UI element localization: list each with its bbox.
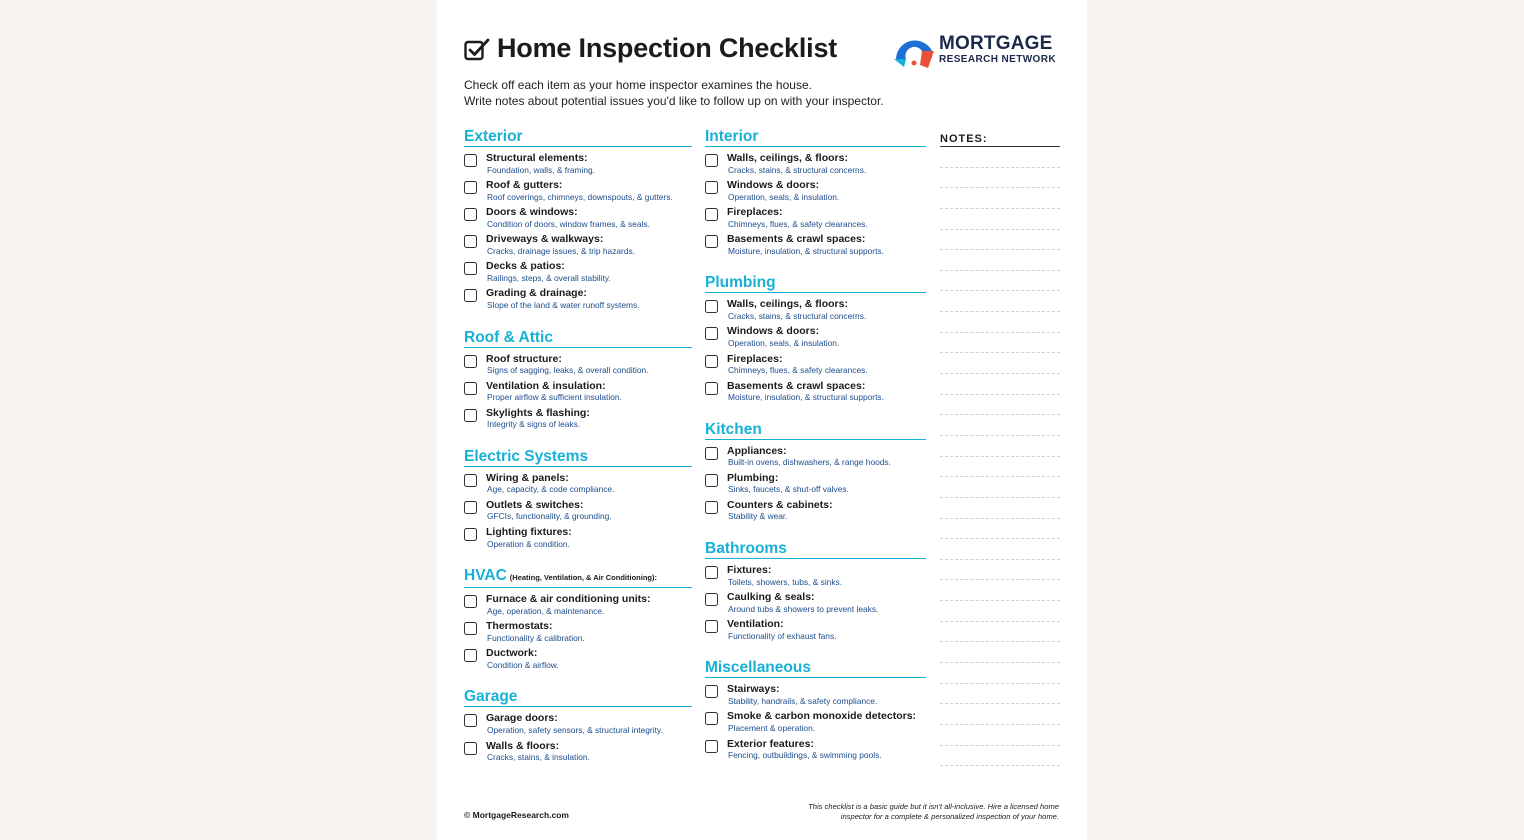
item-name: Ventilation: bbox=[727, 618, 784, 631]
item-description: Condition of doors, window frames, & seals. bbox=[487, 218, 650, 229]
intro-line-1: Check off each item as your home inspector examines the house. bbox=[464, 78, 812, 92]
checkbox[interactable] bbox=[464, 501, 477, 514]
item-description: Operation & condition. bbox=[487, 538, 570, 549]
item-name: Walls, ceilings, & floors: bbox=[727, 152, 848, 164]
item-name: Driveways & walkways: bbox=[486, 233, 604, 246]
item-name: Walls & floors: bbox=[486, 739, 560, 752]
checkbox[interactable] bbox=[705, 382, 718, 395]
item-name: Lighting fixtures: bbox=[486, 526, 572, 539]
checkbox[interactable] bbox=[464, 289, 477, 302]
section-title bbox=[705, 540, 926, 559]
item-description: Moisture, insulation, & structural supports. bbox=[728, 245, 884, 256]
checkbox[interactable] bbox=[464, 649, 477, 662]
checkbox[interactable] bbox=[464, 409, 477, 422]
item-name: Skylights & flashing: bbox=[486, 406, 590, 419]
item-name: Wiring & panels: bbox=[486, 471, 569, 484]
item-description: Cracks, drainage issues, & trip hazards. bbox=[487, 245, 636, 256]
section-title-text: Exterior bbox=[464, 128, 523, 145]
section-electric-systems bbox=[464, 448, 692, 554]
checklist-item bbox=[705, 500, 926, 527]
checkbox[interactable] bbox=[705, 208, 718, 221]
section-kitchen bbox=[705, 421, 926, 527]
item-description: Moisture, insulation, & structural supports. bbox=[728, 392, 884, 403]
logo-mark-icon bbox=[892, 29, 936, 69]
item-description: GFCIs, functionality, & grounding. bbox=[487, 511, 612, 522]
item-name: Windows & doors: bbox=[727, 179, 820, 192]
note-line[interactable] bbox=[940, 374, 1060, 395]
note-line[interactable] bbox=[940, 353, 1060, 374]
item-name: Roof & gutters: bbox=[486, 179, 563, 192]
section-title-text: Kitchen bbox=[705, 420, 762, 438]
checklist-item bbox=[705, 153, 926, 180]
checklist-item bbox=[464, 153, 692, 180]
item-description: Slope of the land & water runoff systems. bbox=[487, 299, 640, 310]
note-line[interactable] bbox=[940, 250, 1060, 271]
note-line[interactable] bbox=[940, 725, 1060, 746]
section-plumbing bbox=[705, 274, 926, 407]
note-line[interactable] bbox=[940, 457, 1060, 478]
section-subtitle: (Heating, Ventilation, & Air Conditioning): bbox=[509, 573, 657, 583]
item-description: Operation, seals, & insulation. bbox=[728, 191, 840, 202]
note-line[interactable] bbox=[940, 642, 1060, 663]
intro-line-2: Write notes about potential issues you'd like to follow up on with your inspector. bbox=[464, 94, 884, 108]
checkbox[interactable] bbox=[705, 501, 718, 514]
checkbox[interactable] bbox=[464, 235, 477, 248]
item-name: Stairways: bbox=[727, 683, 780, 696]
item-description: Built-in ovens, dishwashers, & range hoods. bbox=[728, 457, 891, 468]
checklist-item bbox=[464, 741, 692, 768]
section-title bbox=[705, 421, 926, 440]
section-title-text: Miscellaneous bbox=[705, 659, 811, 677]
section-title bbox=[464, 688, 692, 707]
item-description: Signs of sagging, leaks, & overall condition. bbox=[487, 365, 649, 376]
note-line[interactable] bbox=[940, 333, 1060, 354]
note-line[interactable] bbox=[940, 519, 1060, 540]
footer-disclaimer bbox=[759, 802, 1059, 822]
section-title-text: HVAC bbox=[464, 567, 507, 585]
checkbox[interactable] bbox=[705, 154, 718, 167]
checklist-item bbox=[464, 261, 692, 288]
checkbox[interactable] bbox=[464, 382, 477, 395]
checkbox[interactable] bbox=[464, 181, 477, 194]
checkbox[interactable] bbox=[705, 685, 718, 698]
checkbox[interactable] bbox=[705, 593, 718, 606]
note-line[interactable] bbox=[940, 746, 1060, 767]
checklist-item bbox=[705, 207, 926, 234]
item-description: Condition & airflow. bbox=[487, 659, 559, 670]
checkbox[interactable] bbox=[705, 620, 718, 633]
item-name: Windows & doors: bbox=[727, 325, 820, 338]
logo-subtitle: RESEARCH NETWORK bbox=[939, 53, 1056, 65]
item-name: Counters & cabinets: bbox=[727, 498, 833, 511]
checkbox[interactable] bbox=[705, 447, 718, 460]
checklist-item bbox=[464, 473, 692, 500]
checkbox[interactable] bbox=[464, 355, 477, 368]
checklist-item bbox=[705, 592, 926, 619]
item-description: Functionality of exhaust fans. bbox=[728, 630, 837, 641]
note-line[interactable] bbox=[940, 684, 1060, 705]
checkbox[interactable] bbox=[464, 595, 477, 608]
footer-copyright: © MortgageResearch.com bbox=[464, 810, 569, 820]
item-description: Stability, handrails, & safety compliance. bbox=[728, 695, 878, 706]
notes-area bbox=[940, 133, 1060, 766]
item-name: Grading & drainage: bbox=[486, 287, 587, 300]
checklist-item bbox=[464, 408, 692, 435]
checkbox[interactable] bbox=[705, 181, 718, 194]
item-name: Fireplaces: bbox=[727, 352, 783, 365]
checklist-item bbox=[705, 326, 926, 353]
note-line[interactable] bbox=[940, 230, 1060, 251]
item-description: Operation, seals, & insulation. bbox=[728, 337, 840, 348]
item-name: Doors & windows: bbox=[486, 206, 578, 219]
checklist-item bbox=[705, 381, 926, 408]
note-line[interactable] bbox=[940, 580, 1060, 601]
section-exterior bbox=[464, 128, 692, 316]
checklist-item bbox=[705, 739, 926, 766]
note-line[interactable] bbox=[940, 291, 1060, 312]
section-miscellaneous bbox=[705, 659, 926, 765]
disclaimer-line-2: inspector for a complete & personalized inspection of your home. bbox=[840, 812, 1059, 821]
note-line[interactable] bbox=[940, 477, 1060, 498]
item-name: Garage doors: bbox=[486, 712, 558, 725]
item-name: Plumbing: bbox=[727, 471, 779, 484]
section-title-text: Roof & Attic bbox=[464, 328, 553, 346]
checklist-item bbox=[705, 619, 926, 646]
note-line[interactable] bbox=[940, 539, 1060, 560]
item-name: Caulking & seals: bbox=[727, 591, 815, 604]
item-name: Furnace & air conditioning units: bbox=[486, 593, 651, 606]
section-roof-attic bbox=[464, 329, 692, 435]
page-title: Home Inspection Checklist bbox=[497, 33, 838, 63]
checklist-item bbox=[464, 527, 692, 554]
note-line[interactable] bbox=[940, 415, 1060, 436]
checklist-item bbox=[464, 648, 692, 675]
checklist-item bbox=[464, 207, 692, 234]
checklist-column-middle bbox=[705, 128, 926, 779]
note-line[interactable] bbox=[940, 704, 1060, 725]
item-description: Cracks, stains, & insulation. bbox=[487, 752, 590, 762]
note-line[interactable] bbox=[940, 395, 1060, 416]
note-line[interactable] bbox=[940, 498, 1060, 519]
item-description: Age, operation, & maintenance. bbox=[487, 605, 605, 616]
checklist-item bbox=[464, 500, 692, 527]
checklist-item bbox=[464, 180, 692, 207]
section-title-text: Garage bbox=[464, 688, 518, 706]
note-line[interactable] bbox=[940, 209, 1060, 230]
section-interior bbox=[705, 128, 926, 261]
section-bathrooms bbox=[705, 540, 926, 646]
section-title bbox=[464, 329, 692, 348]
item-name: Ductwork: bbox=[486, 647, 538, 660]
mortgage-research-network-logo bbox=[892, 29, 1056, 69]
checklist-item bbox=[464, 381, 692, 408]
checkbox[interactable] bbox=[705, 300, 718, 313]
section-title bbox=[705, 659, 926, 678]
checklist-item bbox=[705, 473, 926, 500]
item-name: Appliances: bbox=[727, 444, 787, 457]
logo-title: MORTGAGE bbox=[939, 32, 1053, 54]
item-name: Basements & crawl spaces: bbox=[727, 233, 866, 246]
disclaimer-line-1: This checklist is a basic guide but it isn't all-inclusive. Hire a licensed home bbox=[808, 802, 1059, 811]
checkbox[interactable] bbox=[464, 262, 477, 275]
item-name: Ventilation & insulation: bbox=[486, 379, 606, 392]
item-name: Structural elements: bbox=[486, 152, 588, 164]
item-description: Proper airflow & sufficient insulation. bbox=[487, 392, 622, 403]
checkbox[interactable] bbox=[464, 208, 477, 221]
checklist-page bbox=[437, 0, 1087, 840]
item-name: Thermostats: bbox=[486, 620, 553, 633]
item-description: Fencing, outbuildings, & swimming pools. bbox=[728, 750, 882, 760]
section-title-text: Bathrooms bbox=[705, 540, 787, 558]
section-title-text: Electric Systems bbox=[464, 447, 589, 465]
item-name: Fixtures: bbox=[727, 564, 772, 577]
checkbox[interactable] bbox=[464, 528, 477, 541]
note-line[interactable] bbox=[940, 188, 1060, 209]
item-description: Integrity & signs of leaks. bbox=[487, 419, 581, 430]
checkbox[interactable] bbox=[705, 474, 718, 487]
checkbox[interactable] bbox=[705, 712, 718, 725]
section-garage bbox=[464, 688, 692, 767]
checklist-item bbox=[464, 713, 692, 740]
checkbox[interactable] bbox=[464, 154, 477, 167]
checkbox[interactable] bbox=[705, 355, 718, 368]
checklist-item bbox=[705, 446, 926, 473]
checkbox[interactable] bbox=[705, 235, 718, 248]
item-description: Sinks, faucets, & shut-off valves. bbox=[728, 484, 849, 495]
item-description: Railings, steps, & overall stability. bbox=[487, 272, 611, 283]
checklist-item bbox=[705, 565, 926, 592]
checklist-item bbox=[705, 711, 926, 738]
item-description: Age, capacity, & code compliance. bbox=[487, 484, 615, 495]
intro-text bbox=[464, 77, 884, 109]
note-line[interactable] bbox=[940, 168, 1060, 189]
notes-title: NOTES: bbox=[940, 133, 1060, 147]
checkbox[interactable] bbox=[464, 474, 477, 487]
checklist-item bbox=[464, 288, 692, 315]
checklist-item bbox=[464, 621, 692, 648]
section-title bbox=[464, 128, 692, 147]
item-description: Functionality & calibration. bbox=[487, 632, 585, 643]
checkbox[interactable] bbox=[464, 742, 477, 755]
checkbox[interactable] bbox=[705, 740, 718, 753]
item-description: Stability & wear. bbox=[728, 511, 788, 522]
checklist-item bbox=[464, 594, 692, 621]
item-description: Chimneys, flues, & safety clearances. bbox=[728, 365, 868, 376]
item-description: Foundation, walls, & framing. bbox=[487, 164, 595, 175]
item-name: Basements & crawl spaces: bbox=[727, 379, 866, 392]
item-name: Smoke & carbon monoxide detectors: bbox=[727, 710, 917, 723]
section-title bbox=[705, 274, 926, 293]
section-title-text: Plumbing bbox=[705, 274, 776, 292]
section-title-text: Interior bbox=[705, 128, 759, 145]
item-name: Fireplaces: bbox=[727, 206, 783, 219]
item-name: Outlets & switches: bbox=[486, 498, 584, 511]
item-description: Operation, safety sensors, & structural integrity. bbox=[487, 724, 663, 735]
section-title bbox=[464, 448, 692, 467]
note-line[interactable] bbox=[940, 436, 1060, 457]
item-description: Around tubs & showers to prevent leaks. bbox=[728, 603, 879, 614]
checklist-item bbox=[464, 354, 692, 381]
item-description: Placement & operation. bbox=[728, 722, 816, 733]
checklist-column-left bbox=[464, 128, 692, 781]
section-hvac bbox=[464, 567, 692, 675]
checklist-item bbox=[705, 234, 926, 261]
item-description: Chimneys, flues, & safety clearances. bbox=[728, 218, 868, 229]
item-name: Roof structure: bbox=[486, 352, 562, 365]
item-description: Cracks, stains, & structural concerns. bbox=[728, 310, 867, 321]
checkbox[interactable] bbox=[464, 622, 477, 635]
section-title bbox=[705, 128, 926, 147]
title-row bbox=[464, 33, 837, 64]
note-line[interactable] bbox=[940, 601, 1060, 622]
item-name: Exterior features: bbox=[727, 737, 814, 750]
item-description: Roof coverings, chimneys, downspouts, & gutters. bbox=[487, 191, 673, 202]
note-line[interactable] bbox=[940, 147, 1060, 168]
item-name: Decks & patios: bbox=[486, 260, 565, 273]
checkbox-check-icon bbox=[464, 37, 490, 61]
checklist-item bbox=[705, 299, 926, 326]
note-line[interactable] bbox=[940, 271, 1060, 292]
checklist-item bbox=[705, 354, 926, 381]
checklist-item bbox=[705, 684, 926, 711]
checkbox[interactable] bbox=[464, 714, 477, 727]
item-name: Walls, ceilings, & floors: bbox=[727, 298, 848, 311]
note-line[interactable] bbox=[940, 622, 1060, 643]
note-line[interactable] bbox=[940, 560, 1060, 581]
item-description: Toilets, showers, tubs, & sinks. bbox=[728, 576, 843, 587]
note-line[interactable] bbox=[940, 312, 1060, 333]
checklist-item bbox=[705, 180, 926, 207]
checkbox[interactable] bbox=[705, 327, 718, 340]
section-title bbox=[464, 567, 692, 588]
checklist-item bbox=[464, 234, 692, 261]
checkbox[interactable] bbox=[705, 566, 718, 579]
note-line[interactable] bbox=[940, 663, 1060, 684]
item-description: Cracks, stains, & structural concerns. bbox=[728, 164, 867, 175]
